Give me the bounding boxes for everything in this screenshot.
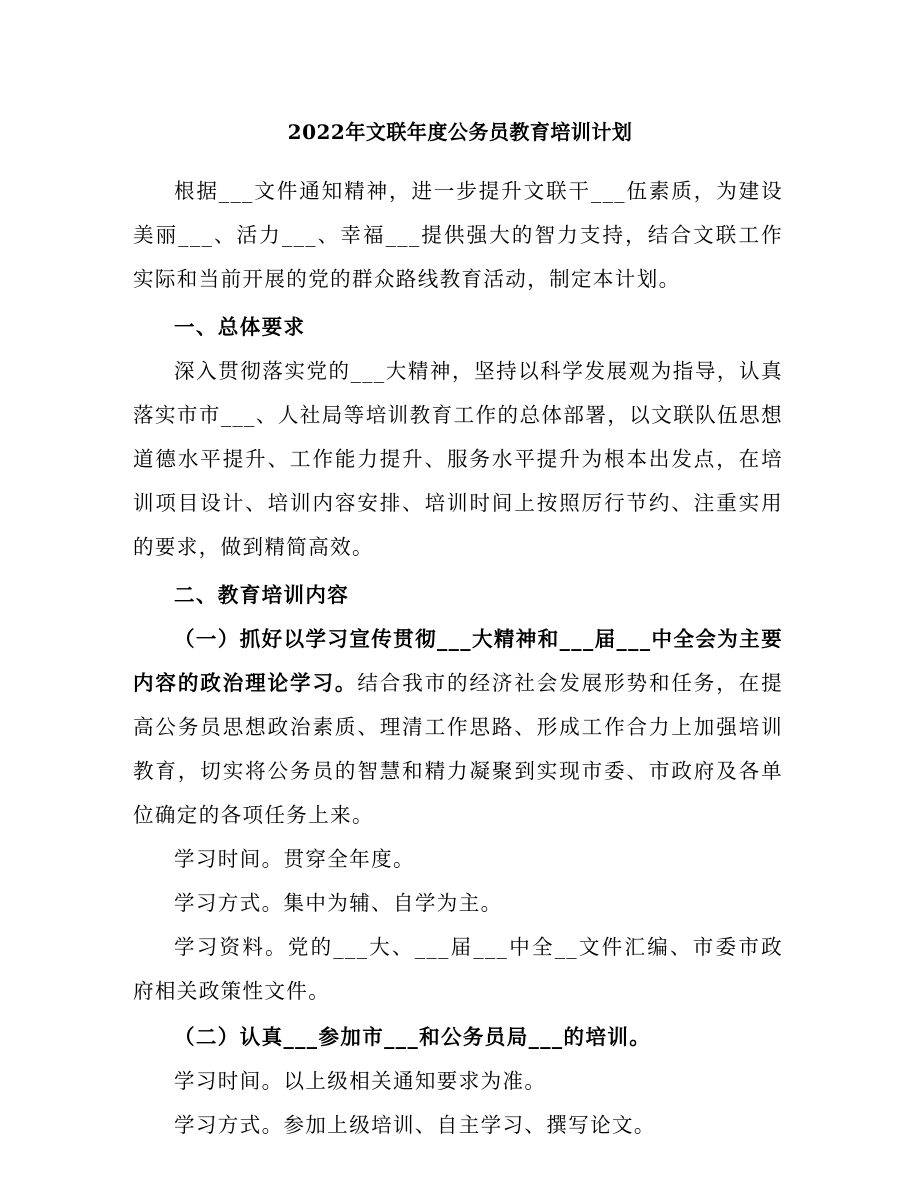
item1-study-time: 学习时间。贯穿全年度。	[174, 847, 415, 871]
item2-heading: （二）认真___参加市___和公务员局___的培训。	[174, 1025, 652, 1049]
item1-study-materials: 学习资料。党的___大、___届___中全__文件汇编、市委市政府相关政策性文件。	[133, 935, 783, 1003]
document-body	[133, 169, 783, 1147]
item2-study-time: 学习时间。以上级相关通知要求为准。	[174, 1069, 547, 1093]
general-requirements-paragraph: 深入贯彻落实党的___大精神，坚持以科学发展观为指导，认真落实市市___、人社局等培训教育工作的总体部署，以文联队伍思想道德水平提升、工作能力提升、服务水平提升为根本出发点，在培训项目设计、培训内容安排、培训时间上按照厉行节约、注重实用的要求，做到精简高效。	[133, 359, 783, 559]
item1-study-method: 学习方式。集中为辅、自学为主。	[174, 891, 503, 915]
section-heading-content: 二、教育培训内容	[174, 583, 350, 607]
item1-body: 结合我市的经济社会发展形势和任务，在提高公务员思想政治素质、理清工作思路、形成工作合力上加强培训教育，切实将公务员的智慧和精力凝聚到实现市委、市政府及各单位确定的各项任务上来。	[133, 671, 783, 827]
item1-paragraph	[133, 617, 783, 837]
item2-study-method: 学习方式。参加上级培训、自主学习、撰写论文。	[174, 1113, 656, 1137]
item1-bold-lead: （一）抓好以学习宣传贯彻___大精神和___届___中全会为主要内容的政治理论学习。	[133, 627, 783, 695]
document-title: 2022年文联年度公务员教育培训计划	[287, 120, 633, 144]
section-heading-general: 一、总体要求	[174, 315, 306, 339]
intro-paragraph: 根据___文件通知精神，进一步提升文联干___伍素质，为建设美丽___、活力___、幸福___提供强大的智力支持，结合文联工作实际和当前开展的党的群众路线教育活动，制定本计划。	[133, 179, 783, 291]
